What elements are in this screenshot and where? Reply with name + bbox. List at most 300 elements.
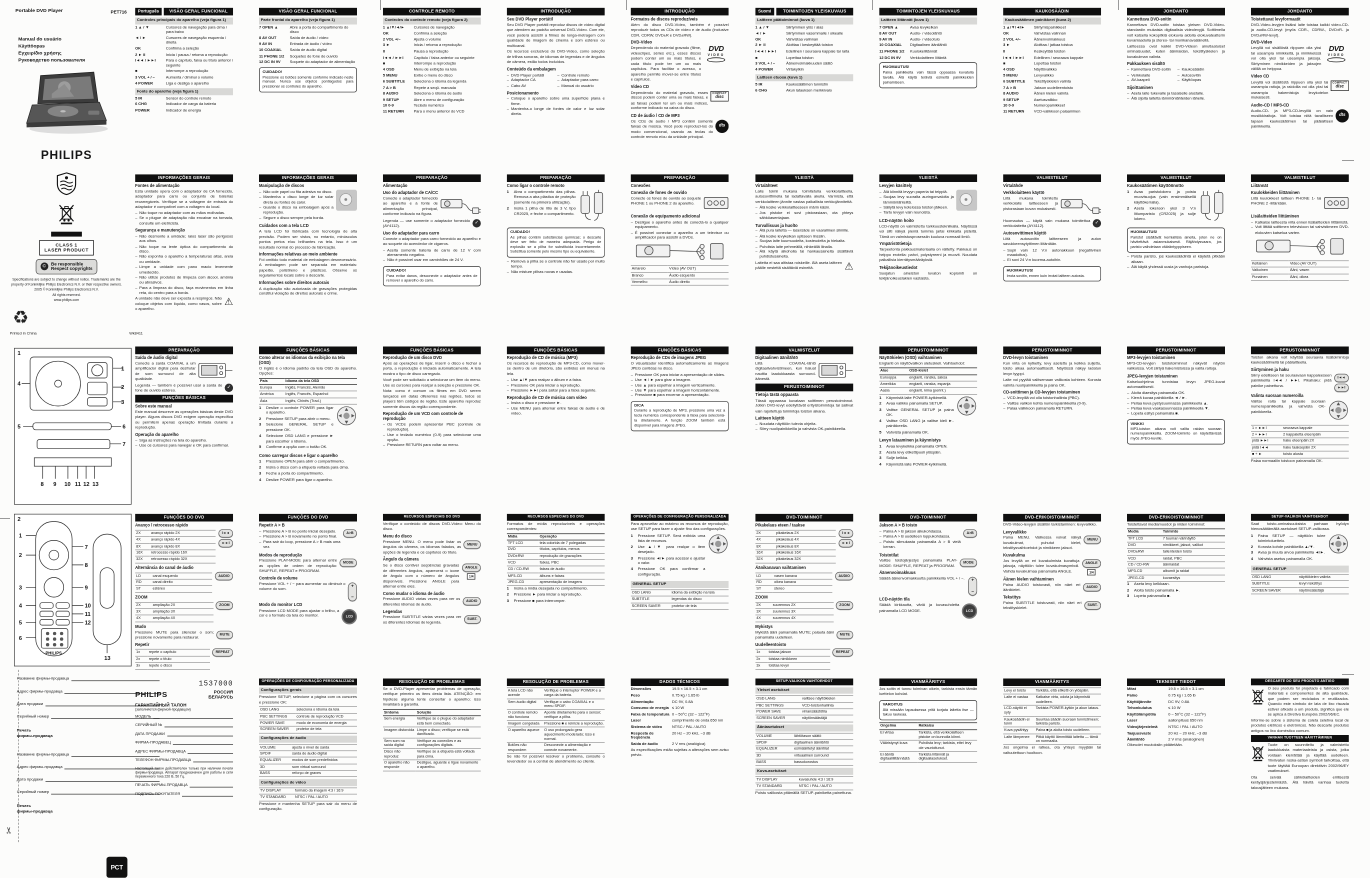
item-value: Inicia / retoma a reprodução — [413, 43, 462, 48]
pill2-icon — [838, 529, 853, 547]
menu-button-icon: MENU — [1084, 536, 1101, 544]
field-label: ТЕЛЕФОН ФИРМЫ-ПРОДАВЦА — [135, 758, 192, 763]
list-with-figure — [259, 529, 357, 551]
table-cell: DVD — [1127, 542, 1162, 549]
paragraph-with-figure — [383, 597, 481, 607]
table-cell: estéreo — [152, 586, 213, 593]
item-value: Exibe o menu do disco — [413, 73, 453, 78]
table-cell: EQUALIZER — [259, 757, 291, 764]
paragraph-with-figure — [135, 362, 233, 383]
table-cell: LCD-näyttö ei syty — [1003, 705, 1035, 716]
table-row — [879, 388, 977, 395]
section-cell — [507, 8, 605, 168]
section-cell — [259, 347, 357, 508]
table-cell: Inglês, Francês, Alemão — [284, 385, 357, 392]
svg-text:6: 6 — [122, 424, 126, 431]
table-cell: 3D — [259, 764, 291, 771]
table-cell: Sem energia — [383, 716, 416, 727]
manual-section — [507, 8, 605, 118]
item-key: 3 VOL + / − — [755, 61, 776, 66]
data-table — [755, 649, 830, 669]
sub-heading: Autosovittimen käyttö — [1003, 231, 1047, 236]
item-key: 9 AV IN — [259, 42, 273, 47]
bullet-item: – Pressione A > B novamente no ponto final. — [259, 535, 340, 540]
item-value: 0 – 50°C (32 – 122°F) — [1168, 712, 1206, 717]
bullet-item: – Insira o disco e pressione ►. — [507, 401, 605, 406]
item-value: Keskeyttää toiston — [1033, 49, 1066, 54]
paragraph-with-figure — [1003, 559, 1101, 575]
mute-button-icon: MUTE — [216, 630, 233, 638]
section-cell — [383, 8, 481, 168]
body-paragraph: Palaa normaaliin toistoon painamalla OK. — [1250, 458, 1323, 464]
table-row — [507, 743, 605, 754]
svg-text:12: 12 — [83, 481, 90, 488]
body-paragraph: Os recursos exclusivos do DVD-Vídeo, como seleção de trilhas sonoras, de idiomas de legendas e de ângulos de câmera, estão todos incluídos. — [506, 49, 605, 65]
sub-section-band: Laitteen etuosa (kuva 1) — [755, 74, 853, 81]
plus-label: + — [971, 578, 974, 584]
section-cell — [631, 678, 729, 842]
table-cell: LD — [135, 573, 151, 580]
section-cell — [755, 347, 853, 508]
step-row — [259, 406, 334, 416]
field-line — [153, 715, 233, 719]
bullet-item: – Älä käytä yhdessä uusia ja vanhoja paristoja. — [1127, 265, 1225, 270]
bullet-item: – Lopeta esitys painamalla ■. — [1127, 412, 1225, 417]
step-text: Lopeta painamalla ■. — [1134, 594, 1171, 599]
table-row — [507, 688, 605, 699]
table-cell: ajusta o nível de saída — [291, 744, 357, 751]
table-cell: Tarkista, että etiketti on ylöspäin. — [1035, 688, 1101, 695]
body-paragraph: Liitä mukana toimitettu verkkolaite laitteeseen ja pistorasiaan kuvan mukaisesti. — [1003, 196, 1059, 212]
form-field-label: Адрес фирмы-продавца — [16, 689, 63, 694]
table-cell: DVD±RW — [1127, 549, 1162, 556]
item-key: 11 RETURN — [382, 109, 405, 115]
svg-text:11: 11 — [74, 481, 81, 488]
item-key: I◄◄ / ►►I — [382, 55, 404, 60]
bullet-item: – Tartu levyyn vain reunoista. — [879, 211, 954, 216]
fold-mark — [1118, 0, 1119, 10]
item-key: II — [382, 49, 386, 54]
svg-text:5: 5 — [18, 620, 23, 627]
sub-section-band: Parte frontal do aparelho (veja figura 1) — [259, 17, 357, 24]
section-header: OPERAÇÕES DE CONFIGURAÇÃO PERSONALIZADA — [259, 678, 357, 685]
table-row — [507, 710, 605, 721]
section-header: VISÃO GERAL FUNCIONAL — [259, 8, 357, 16]
section-header: PREPARAÇÃO — [383, 174, 481, 182]
section-cell — [879, 347, 977, 508]
form-field-label: Название фирмы-продавца — [16, 676, 69, 682]
section-header: TOIMINTOJEN YLEISKUVAUS — [776, 8, 853, 16]
item-value: Liga e desliga o aparelho — [165, 81, 209, 86]
talon-field — [135, 715, 233, 719]
item-value: Virtakytkin — [786, 67, 804, 72]
table-cell: Punainen — [1251, 274, 1289, 281]
item-key: 6 CHG — [755, 88, 768, 93]
step-row — [1127, 207, 1196, 222]
sub-heading: Pakkauksen sisältö — [1127, 62, 1166, 67]
data-table — [259, 744, 357, 777]
sub-heading: Liitännät — [1250, 184, 1269, 189]
sub-heading: Tietoja tästä oppaasta — [755, 393, 799, 398]
section-header: TEKNISET TIEDOT — [1127, 678, 1225, 686]
paragraph-with-figure — [1003, 219, 1101, 229]
table-cell: Desconecte a alimentação e conecte novamente. — [543, 743, 605, 754]
paragraph-with-figure — [135, 630, 233, 640]
audio-button-icon: AUDIO — [1083, 583, 1101, 591]
item-key: ■ — [382, 61, 386, 66]
table-cell: toistaa levyn — [768, 663, 830, 670]
table-cell: Katkaise virta, odota ja käynnistä uudelleen. — [1035, 694, 1101, 705]
data-table — [631, 265, 729, 285]
spec-table — [631, 687, 729, 747]
laser-class-line1: CLASS 1 — [55, 242, 78, 248]
table-cell: reforço de graves — [291, 770, 357, 777]
item-key: ◄ / ► — [135, 36, 146, 41]
paragraph-with-figure — [879, 577, 977, 596]
table-cell: Eurooppa — [879, 375, 908, 382]
item-key: Äänilähtö — [1127, 737, 1145, 742]
table-cell: pidä ►►I — [1251, 438, 1282, 445]
table-cell: avanço rápido 2X — [150, 530, 216, 537]
paragraph-with-figure — [879, 604, 977, 619]
item-key: ■ — [135, 69, 138, 74]
manual-section — [631, 8, 729, 141]
item-value: Näyttövalikko — [1033, 67, 1057, 72]
item-key: OK — [1003, 31, 1009, 36]
sub-heading: Como mudar o idioma de áudio — [382, 591, 445, 597]
section-cell — [631, 174, 729, 340]
body-paragraph: Toiston aikana voit käyttää seuraavia lisätoimintoja kaukosäätimellä tai päälaitteella. — [1250, 355, 1349, 365]
step-row — [879, 451, 977, 456]
bullet-list — [879, 190, 954, 216]
repeat-button-icon: REPEAT — [212, 649, 233, 657]
compact-text: COMPACT — [712, 91, 727, 95]
dts-icon: dts — [715, 119, 728, 132]
table-cell: Imagem distorcida — [383, 727, 416, 738]
field-line — [193, 758, 233, 762]
bullet-item: – Adaptador para carro — [557, 79, 605, 84]
cable-icon — [635, 242, 725, 264]
table-cell: O aparelho aquece — [507, 727, 543, 742]
manual-section — [1251, 735, 1349, 791]
sub-heading: Video CD — [1250, 74, 1270, 80]
svg-text:7: 7 — [84, 544, 88, 551]
section-cell — [259, 678, 357, 842]
sub-section-band: Yleiset asetukset — [755, 687, 853, 694]
bullet-item: – Os VCDs podem apresentar PBC (controle de reprodução). — [383, 423, 481, 433]
table-cell: Pitkä käyttö lämmittää laitetta — tämä on normaalia. — [1035, 734, 1101, 745]
sub-section-band: Configurações de áudio — [259, 736, 357, 743]
bullet-item: – Manual do usuário — [557, 84, 605, 89]
remote-brand-text: PHILIPS — [45, 650, 62, 656]
bullet-item: – Desligue o aparelho antes de conectá-lo a qualquer equipamento. — [631, 220, 729, 230]
table-cell: Laite lämpenee — [1003, 734, 1035, 745]
section-cell — [1003, 8, 1101, 168]
step-text: Avaa paristolokero ja poista muovisuojus (vain ensimmäisellä käyttökerralla). — [1134, 190, 1196, 205]
section-cell — [631, 514, 729, 672]
step-row — [1127, 582, 1225, 587]
sub-heading: Toistotilat — [879, 553, 899, 558]
table-row — [755, 759, 853, 766]
step-text: Insira o disco com a etiqueta voltada para cima. — [266, 465, 349, 471]
sub-section-band: GENERAL SETUP — [1251, 566, 1349, 573]
table-row — [135, 615, 213, 622]
body-paragraph: Você pode ser solicitado a selecionar um item do menu. Use os cursores para realçar a seleção e pressione OK. — [382, 378, 481, 388]
body-paragraph: Valitse toistojärjestys painamalla PLAY-MODE: SHUFFLE, REPEAT ja PROGRAM. — [879, 558, 958, 569]
screen-icon — [818, 362, 853, 382]
table-cell: som virtual surround — [291, 764, 357, 771]
rostest-cert-logo: РСТ — [106, 857, 127, 878]
item-key: 11 PHONE 1/2 — [879, 49, 905, 54]
sub-section-band: Laitteen päätoiminnot (kuva 1) — [755, 17, 853, 24]
step-text: Deslize o controle POWER para ligar o aparelho. — [266, 405, 334, 416]
section-cell — [383, 678, 481, 842]
step-number: 5 — [259, 445, 262, 450]
item-value: DC 9V, 0.8A — [672, 699, 694, 705]
next-button-icon: ►►I — [218, 539, 233, 547]
table-cell: TV DISPLAY — [755, 777, 798, 784]
step-number: 1 — [1250, 533, 1254, 539]
svg-text:1: 1 — [18, 533, 23, 540]
table-with-figure — [755, 529, 853, 564]
section-header: PREPARAÇÃO — [135, 347, 233, 355]
step-text: Avaa valikko painamalla SETUP. — [886, 401, 943, 407]
item-key: 9 SETUP — [1003, 97, 1020, 103]
manual-section — [259, 678, 357, 812]
table-cell: näyttökielen valinta — [1298, 574, 1349, 581]
manual-section — [135, 395, 233, 449]
data-table — [755, 776, 853, 790]
bullet-item: – Sopii vain 12 V:n autonakkuun (negatiivinen maadoitus). — [1003, 248, 1101, 258]
body-paragraph: A tela LCD foi fabricada com tecnologia de alta precisão. Podem ser vistos, no entanto, minúsculos pontos pretos e/ou brilhantes na tela. Isso é um resultado normal do processo de fabricação. — [259, 229, 357, 250]
sub-heading: Lisälaitteiden liittäminen — [1250, 214, 1300, 220]
pill2-icon — [1334, 374, 1349, 392]
step-number: 1 — [1127, 190, 1130, 195]
bullet-item: – Älä sijoita laitetta lämmönlähteiden lähelle. — [1127, 97, 1225, 102]
section-header: DESCARTE DO SEU PRODUTO ANTIGO — [1251, 678, 1349, 685]
table-row — [383, 749, 481, 760]
section-header: CONTROLE REMOTO — [383, 8, 481, 16]
item-key: Tehonkulutus — [1127, 706, 1152, 711]
data-table — [879, 723, 977, 763]
bullet-item: – Não é possível usar em caminhões de 24 V. — [383, 259, 481, 264]
step-text: Aseta lokeroon yksi 3 V:n litiumparisto (CR2025) ja sulje lokero. — [1134, 206, 1196, 222]
data-table — [135, 602, 213, 622]
table-cell: toistaa nimikkeen — [768, 656, 830, 663]
body-paragraph: Valitse raita tai kappale suoraan numeropainikkeilla ja vahvista OK-painikkeella. — [1250, 399, 1326, 415]
table-cell: 32X — [135, 556, 150, 563]
step-row — [507, 587, 605, 592]
dvd-icon — [1324, 46, 1349, 62]
table-cell: tallenteiden toisto — [1162, 549, 1225, 556]
table-row — [507, 727, 605, 742]
subt.-button-icon: SUBT. — [464, 616, 481, 624]
table-cell: 2x — [755, 656, 767, 663]
sub-heading: Levyjen käsittely — [879, 184, 913, 189]
manual-section — [507, 678, 605, 765]
item-value: Saída de áudio / vídeo — [289, 36, 329, 41]
item-value: Kuulokeliitännät — [910, 49, 938, 54]
bullet-item: – VCD-levyillä voi olla toistonhallinta (PBC). — [1003, 396, 1101, 401]
body-paragraph: Audio-CD- ja MP3-CD-levyillä on vain musiikkiraitoja. Voit toistaa niitä tavalliseen tapaan kaukosäätimen tai päälaitteen painikkeilla. — [1250, 108, 1334, 129]
table-cell: Video (AV OUT) — [1289, 261, 1349, 268]
step-row — [879, 402, 954, 407]
sub-heading: Valinta suoraan numeroilla — [1250, 394, 1304, 399]
item-value: Abre o menu de configuração — [413, 97, 465, 103]
sub-section-band: Controles principais do aparelho (veja figura 1) — [135, 17, 233, 24]
item-value: Tekstityskielen valinta — [1033, 79, 1071, 84]
item-value: Seleciona o idioma da legenda — [413, 79, 467, 84]
sub-heading: LCD-näytön tila — [879, 598, 910, 603]
paragraph-with-figure — [1003, 601, 1101, 611]
disc-text: disc — [1335, 84, 1344, 89]
disc-text: disc — [715, 95, 724, 100]
talon-region — [208, 690, 233, 700]
audio-button-icon: AUDIO — [215, 572, 233, 580]
sub-heading: Alternância do canal de áudio — [135, 566, 194, 571]
paragraph-with-figure — [1251, 46, 1349, 72]
sub-heading: Video CD — [630, 85, 649, 90]
legal-text-3: All rights reserved. — [52, 293, 81, 298]
body-paragraph: Pressione SETUP, selecione a página com os cursores e pressione OK: — [259, 695, 357, 705]
sub-heading: Menu do disco — [382, 534, 412, 539]
numbered-steps — [259, 460, 357, 483]
step-text: Pressione OPEN para abrir o compartimento. — [266, 459, 345, 465]
bullet-item: – Aseta laite tukevalle ja tasaiselle alustalle. — [1127, 92, 1225, 97]
step-number: 1 — [506, 586, 509, 592]
black-divider-bar — [51, 232, 82, 237]
table-with-figure — [135, 649, 233, 671]
item-key: 10 COAXIAL — [879, 43, 902, 48]
step-text: Valitse GENERAL SETUP ja paina OK. — [886, 407, 954, 418]
field-line — [182, 792, 233, 796]
item-key: Peso — [630, 693, 640, 698]
body-paragraph: Dependendo do material gravado, esses discos podem conter uma ou mais faixas, e as faixas podem ter um ou mais índices, conforme indicado na caixa do disco. — [630, 90, 709, 111]
data-table — [755, 695, 853, 722]
item-key: 3 VOL + / − — [135, 75, 155, 80]
body-paragraph: Toistettavat mediamuodot ja niiden toiminnot: — [1127, 522, 1206, 528]
stamp-line-1: Печать — [16, 804, 31, 809]
table-cell: América — [259, 391, 284, 398]
bullet-item: – Se o plugue de adaptação não encaixar na tomada, consulte um eletricista. — [135, 216, 233, 226]
section-cell — [879, 514, 977, 672]
field-line — [188, 750, 233, 754]
manual-section — [1003, 174, 1101, 281]
table-cell: haku taaksepäin 2X — [1282, 445, 1349, 452]
table-cell: repete o capítulo — [148, 650, 210, 657]
table-cell: Tarkista liitännät ja digitaaliasetukset. — [918, 752, 978, 763]
step-number: 3 — [1127, 594, 1130, 599]
sub-heading: DVD-Video — [1250, 40, 1273, 46]
step-row — [259, 472, 357, 477]
data-table — [259, 378, 357, 405]
table-row — [631, 279, 729, 286]
table-cell: O uso prolongado gera aquecimento moderado; isso é normal. — [543, 727, 605, 742]
step-text: Insira 1 pilha de lítio de 3 V, tipo CR2025, e feche o compartimento. — [513, 206, 576, 216]
steps-with-figure — [1127, 190, 1225, 226]
item-value: Interrompe a reprodução — [165, 69, 209, 74]
item-key: 9 AV IN — [879, 37, 893, 42]
table-cell: Vääristynyt kuva — [879, 741, 917, 752]
sub-heading: ZOOM — [135, 595, 148, 600]
manual-section — [1251, 8, 1349, 130]
step-row — [259, 445, 334, 450]
bullet-item: – Jos pistoke ei sovi pistorasiaan, ota yhteys sähköasentajaan. — [755, 211, 853, 221]
bullet-item: – Guarde o disco na embalagem após a reprodução. — [259, 206, 334, 216]
warranty-talon — [135, 678, 233, 796]
table-cell: DVD±RW — [507, 553, 539, 560]
manual-section — [755, 383, 853, 432]
step-text: Aloita toisto painamalla ►. — [1134, 588, 1181, 593]
bullet-item: – Verkkolaite — [1127, 73, 1175, 78]
section-cell — [755, 8, 853, 168]
dial-icon: LCD — [962, 604, 977, 619]
item-key: I◄◄ / ►►I — [135, 58, 156, 64]
step-text: Aseta levy kelkkaan. — [1134, 582, 1170, 587]
item-key: 10 0-9 — [1003, 103, 1015, 109]
bullet-item: – Remova a pilha se o controle não for usado por muito tempo. — [507, 260, 605, 270]
talon-note: Настоящий талон действителен только при наличии печати фирмы-продавца. Аппарат предназначен для работы в сети переменного тока 220 В, 50 Гц. — [135, 767, 234, 780]
field-label: ДАТА ПРОДАЖИ — [135, 732, 165, 737]
table-cell: Inglês, Chinês (Trad.) — [284, 398, 357, 405]
svg-text:3: 3 — [121, 399, 125, 406]
table-cell: Europa — [259, 385, 284, 392]
table-cell: 32X — [755, 556, 775, 563]
table-cell: OSD LANG — [1251, 574, 1298, 581]
body-paragraph: Legenda — use somente o adaptador fornecido (AY4112). — [382, 218, 471, 229]
sub-heading: Modo do monitor LCD — [259, 603, 303, 608]
sub-heading: Conteúdo da embalagem — [506, 67, 556, 73]
sub-heading: Digitaalinen äänilähtö — [755, 356, 798, 361]
manual-section — [259, 347, 357, 483]
sub-heading: Äänen kielen vaihtaminen — [1003, 577, 1054, 582]
section-header: RESOLUÇÃO DE PROBLEMAS — [383, 678, 481, 686]
bullet-item: – Säilytä levy kotelossa toiston jälkeen. — [879, 206, 954, 211]
paragraph-with-figure — [1251, 197, 1349, 213]
form-field-label: Серийный номер — [16, 790, 50, 795]
section-header: PERUSTOIMINNOT — [879, 347, 977, 355]
bullet-item: – Use o teclado numérico (0-9) para selecionar uma opção. — [383, 433, 481, 443]
repeat-button-icon: REPEAT — [832, 649, 853, 657]
table-cell: Solução — [416, 709, 481, 716]
table-cell: canal direito — [152, 579, 213, 586]
sub-heading: Segurança e manutenção — [135, 228, 186, 234]
body-paragraph: Após as operações de ligar, inserir o disco e fechar a porta, a reprodução é iniciada automaticamente. A tela mostra o tipo de disco carregado. — [382, 361, 481, 377]
body-paragraph: Säädä äänenvoimakkuutta painikkeilla VOL + / −. — [879, 576, 965, 582]
sub-heading: Pikakelaus eteen / taakse — [755, 523, 805, 528]
table-cell: saída de áudio digital — [291, 751, 357, 758]
step-text: Avaa levykelkka painamalla OPEN. — [886, 444, 948, 449]
devplug-icon — [1061, 197, 1102, 219]
item-value: Indicador de carga da bateria — [165, 102, 216, 107]
table-cell: RD — [135, 579, 151, 586]
table-cell: 3X — [135, 609, 152, 616]
section-header: FUNÇÕES DO DVD — [135, 514, 233, 522]
zoom-button-icon: ZOOM — [216, 601, 234, 609]
item-value: Cursores de navegação — [413, 25, 455, 30]
paragraph-with-figure — [383, 564, 481, 590]
table-cell: pikakelaus 32X — [775, 556, 836, 563]
svg-text:4: 4 — [17, 381, 21, 388]
manual-column-10 — [1251, 8, 1349, 849]
item-key: 5 IR — [135, 96, 143, 101]
philips-shield-icon — [56, 172, 77, 199]
bullet-item: – Palaa valikkoon painamalla RETURN. — [1003, 407, 1101, 412]
manual-section — [135, 514, 233, 670]
sub-heading: Reprodução de CDs de imagens JPEG — [630, 356, 707, 361]
item-value: Kaukosäätimen tunnistin — [786, 82, 829, 87]
bullet-item: – Älä pura laitetta — lasersäde on vaarallinen silmille. — [755, 229, 853, 234]
